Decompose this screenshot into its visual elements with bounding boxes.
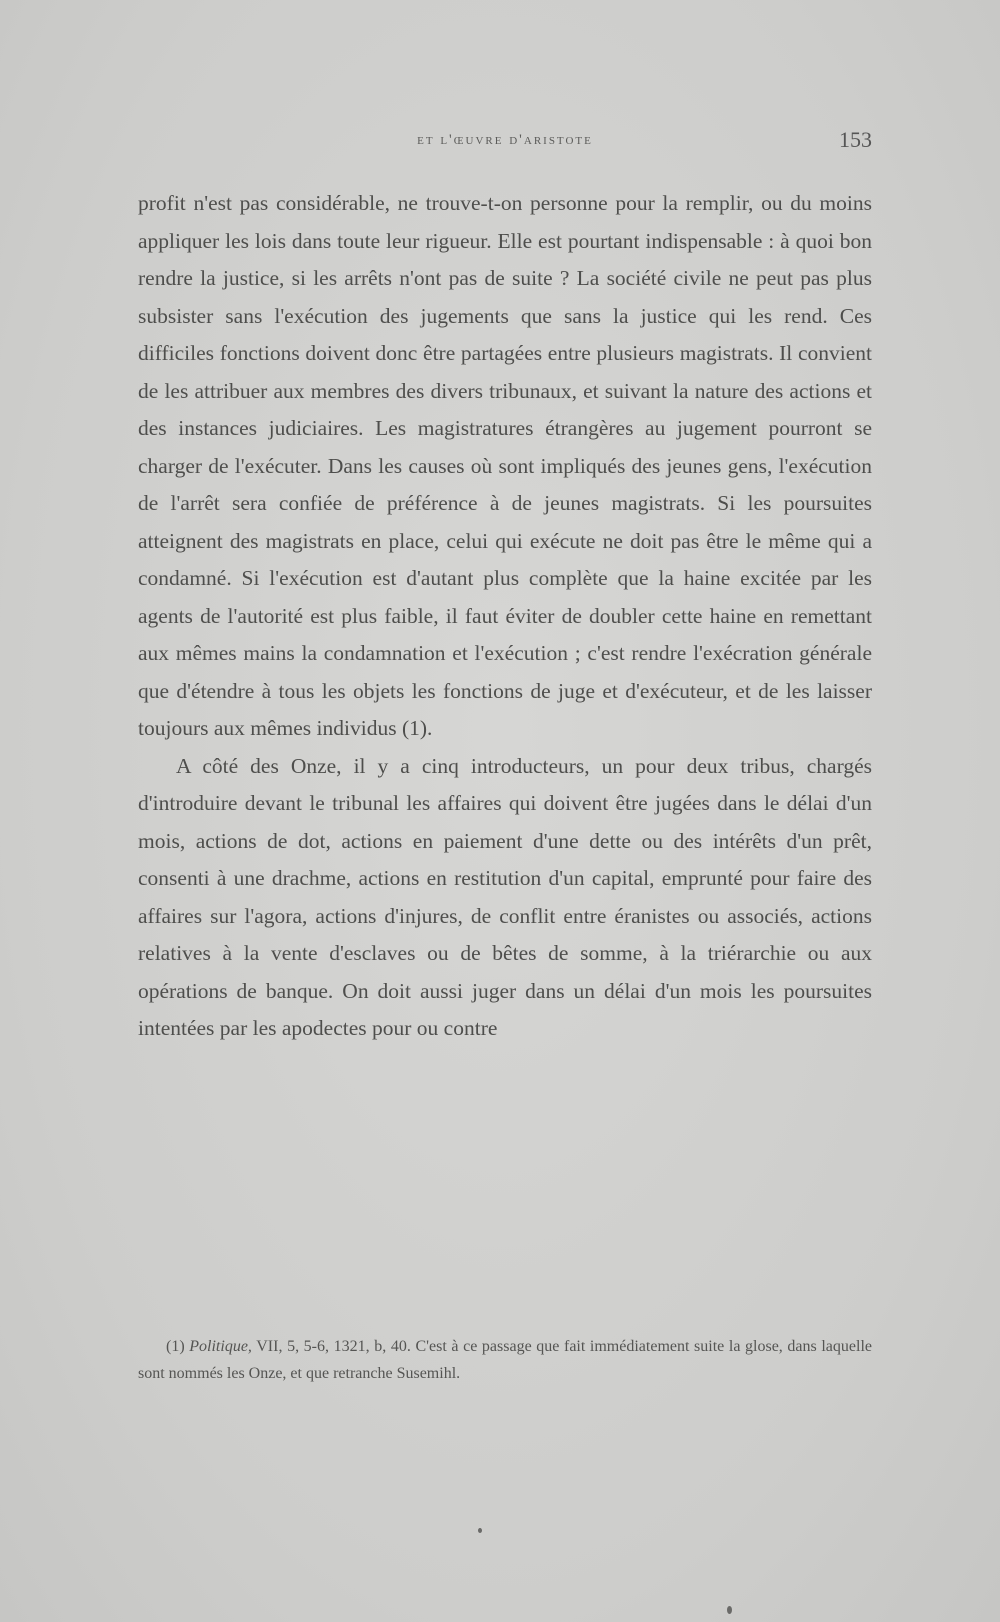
ink-speck (727, 1606, 732, 1614)
footnote-text: VII, 5, 5-6, 1321, b, 40. C'est à ce passage que fait immédiatement suite la glose, dans laquelle sont nommés les Onze, et que retranche Susemihl. (138, 1338, 872, 1382)
paragraph-1: profit n'est pas considérable, ne trouve-t-on personne pour la remplir, ou du moins appliquer les lois dans toute leur rigueur. Elle est pourtant indispensable : à quoi bon rendre la justice, si les arrêts n'ont pas de suite ? La société civile ne peut pas plus subsister sans l'exécution des jugements que sans la justice qui les rend. Ces difficiles fonctions doivent donc être partagées entre plusieurs magistrats. Il convient de les attribuer aux membres des divers tribunaux, et suivant la nature des actions et des instances judiciaires. Les magistratures étrangères au jugement pourront se charger de l'exécuter. Dans les causes où sont impliqués des jeunes gens, l'exécution de l'arrêt sera confiée de préférence à de jeunes magistrats. Si les poursuites atteignent des magistrats en place, celui qui exécute ne doit pas être le même qui a condamné. Si l'exécution est d'autant plus complète que la haine excitée par les agents de l'autorité est plus faible, il faut éviter de doubler cette haine en remettant aux mêmes mains la condamnation et l'exécution ; c'est rendre l'exécration générale que d'étendre à tous les objets les fonctions de juge et d'exécuteur, et de les laisser toujours aux mêmes individus (1). (138, 191, 872, 740)
paragraph-2: A côté des Onze, il y a cinq introducteurs, un pour deux tribus, chargés d'introduire devant le tribunal les affaires qui doivent être jugées dans le délai d'un mois, actions de dot, actions en paiement d'une dette ou des intérêts d'un prêt, consenti à une drachme, actions en restitution d'un capital, emprunté pour faire des affaires sur l'agora, actions d'injures, de conflit entre éranistes ou associés, actions relatives à la vente d'esclaves ou de bêtes de somme, à la triérarchie ou aux opérations de banque. On doit aussi juger dans un délai d'un mois les poursuites intentées par les apodectes pour ou contre (138, 753, 872, 1040)
footnote (138, 1333, 872, 1387)
footnote-marker: (1) (166, 1338, 185, 1355)
page-number: 153 (839, 127, 872, 152)
footnote-work-title: Politique, (189, 1338, 252, 1355)
ink-speck (478, 1528, 482, 1533)
body-text (138, 185, 872, 1048)
running-title: et l'œuvre d'aristote (417, 132, 593, 148)
running-head (138, 127, 872, 162)
